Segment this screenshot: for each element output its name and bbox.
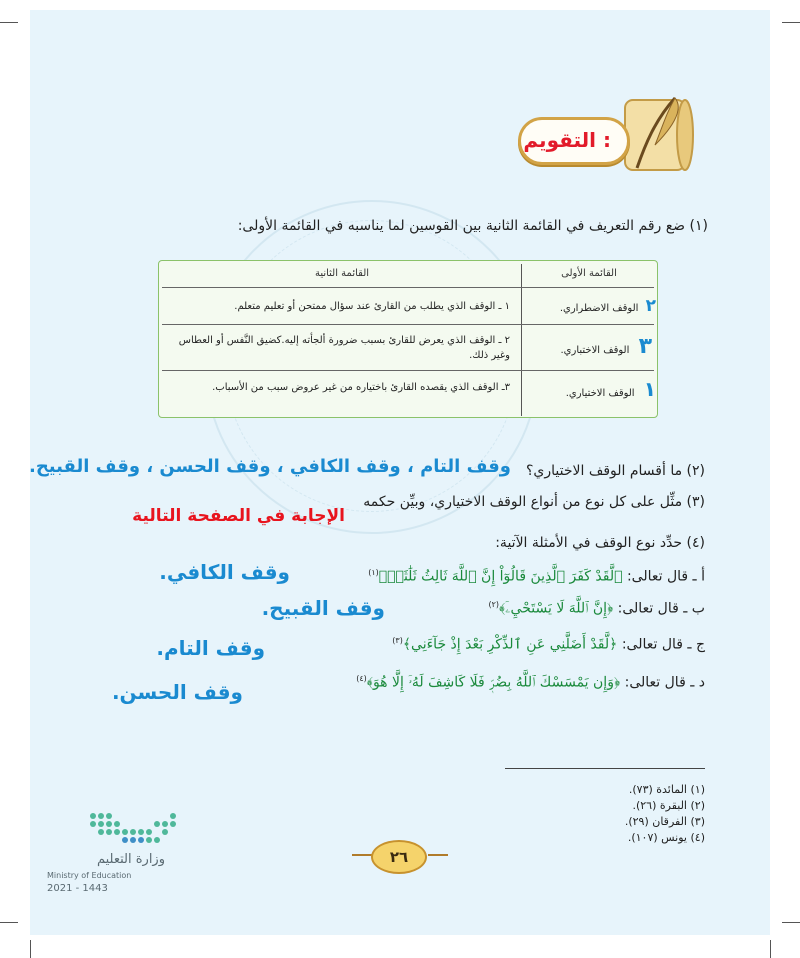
answer-note: الإجابة في الصفحة التالية <box>132 506 345 526</box>
example-prefix: أ ـ قال تعالى: <box>626 568 705 585</box>
crop-mark <box>782 922 800 923</box>
ministry-dots-icon <box>85 810 180 846</box>
footnote: (٤) يونس (١٠٧). <box>627 831 705 844</box>
table-row-term <box>566 377 656 401</box>
handwritten-answer: ٣ <box>638 334 652 359</box>
ministry-name-en: Ministry of Education <box>47 871 132 880</box>
table-divider <box>162 370 654 371</box>
page-number: ٢٦ <box>371 840 427 874</box>
crop-mark <box>30 940 31 958</box>
question-1: (١) ضع رقم التعريف في القائمة الثانية بين القوسين لما يناسبه في القائمة الأولى: <box>237 218 708 234</box>
footnote: (٢) البقرة (٢٦). <box>632 799 705 812</box>
term-label: الوقف الاختياري. <box>565 388 635 399</box>
ornament-left <box>352 854 372 856</box>
crop-mark <box>782 22 800 23</box>
table-row-definition: ٢ ـ الوقف الذي يعرض للقارئ بسبب ضرورة ألجأته إليه.كضيق النَّفس أو العطاس وغير ذلك. <box>178 335 510 361</box>
table-row-term <box>560 296 656 316</box>
example-prefix: ب ـ قال تعالى: <box>617 600 705 617</box>
footnote-ref: (٢) <box>488 600 500 609</box>
quran-verse: ﴿وَإِن يَمْسَسْكَ ٱللَّهُ بِضُرّٖ فَلَا كَاشِفَ لَهُۥٓ إِلَّا هُوَ﴾ <box>366 674 621 691</box>
crop-mark <box>0 22 18 23</box>
crop-mark <box>770 940 771 958</box>
quran-verse: ﴿لَّقَدْ أَضَلَّنِي عَنِ ٱلذِّكْرِ بَعْدَ إِذْ جَآءَنِي﴾ <box>402 636 618 653</box>
table-row-definition: ٣ـ الوقف الذي يقصده القارئ باختياره من غير عروض سبب من الأسباب. <box>212 382 510 393</box>
ornament-right <box>428 854 448 856</box>
footnote: (١) المائدة (٧٣). <box>628 783 705 796</box>
example-prefix: د ـ قال تعالى: <box>624 674 705 691</box>
ministry-name-ar: وزارة التعليم <box>96 852 165 867</box>
example-prefix: ج ـ قال تعالى: <box>621 636 705 653</box>
answer-a: وقف الكافي. <box>159 560 290 584</box>
handwritten-answer: ١ <box>643 377 656 401</box>
column-header-second: القائمة الثانية <box>314 268 370 279</box>
ministry-logo <box>45 810 180 895</box>
answer-b: وقف القبيح. <box>261 596 385 620</box>
table-divider <box>162 324 654 325</box>
footnote: (٣) الفرقان (٢٩). <box>624 815 705 828</box>
example-c <box>392 636 705 653</box>
footnote-separator <box>505 768 705 769</box>
handwritten-answer: ٢ <box>645 296 656 316</box>
question-3: (٣) مثِّل على كل نوع من أنواع الوقف الاختياري، وبيِّن حكمه <box>363 494 705 510</box>
quran-verse: ﴿إِنَّ ٱللَّهَ لَا يَسْتَحْيِۦٓ﴾ <box>499 600 614 617</box>
example-b <box>488 600 705 617</box>
footnote-ref: (١) <box>368 568 379 577</box>
answer-c: وقف التام. <box>156 636 265 660</box>
question-2: (٢) ما أقسام الوقف الاختياري؟ <box>526 463 705 479</box>
answer-2: وقف التام ، وقف الكافي ، وقف الحسن ، وقف القبيح. <box>28 456 511 477</box>
evaluation-title: التقويم : <box>523 128 611 152</box>
term-label: الوقف الاختباري. <box>560 345 630 356</box>
table-row-term <box>560 334 652 359</box>
ministry-year: 2021 - 1443 <box>47 883 108 894</box>
answer-d: وقف الحسن. <box>111 680 243 704</box>
table-row-definition: ١ ـ الوقف الذي يطلب من القارئ عند سؤال ممتحن أو تعليم متعلم. <box>234 301 510 312</box>
term-label: الوقف الاضطراري. <box>559 303 639 314</box>
evaluation-badge <box>518 117 630 165</box>
example-d <box>356 674 705 691</box>
table-divider <box>162 287 654 288</box>
question-4: (٤) حدِّد نوع الوقف في الأمثلة الآتية: <box>495 535 705 551</box>
crop-mark <box>0 922 18 923</box>
footnote-ref: (٣) <box>392 636 403 645</box>
footnote-ref: (٤) <box>356 674 367 683</box>
quran-verse: ﴿لَّقَدْ كَفَرَ ٱلَّذِينَ قَالُوٓاْ إِنَّ ٱللَّهَ ثَالِثُ ثَلَٰثَةٖ﴾ <box>378 568 623 585</box>
example-a <box>368 568 705 585</box>
column-header-first: القائمة الأولى <box>561 268 617 279</box>
